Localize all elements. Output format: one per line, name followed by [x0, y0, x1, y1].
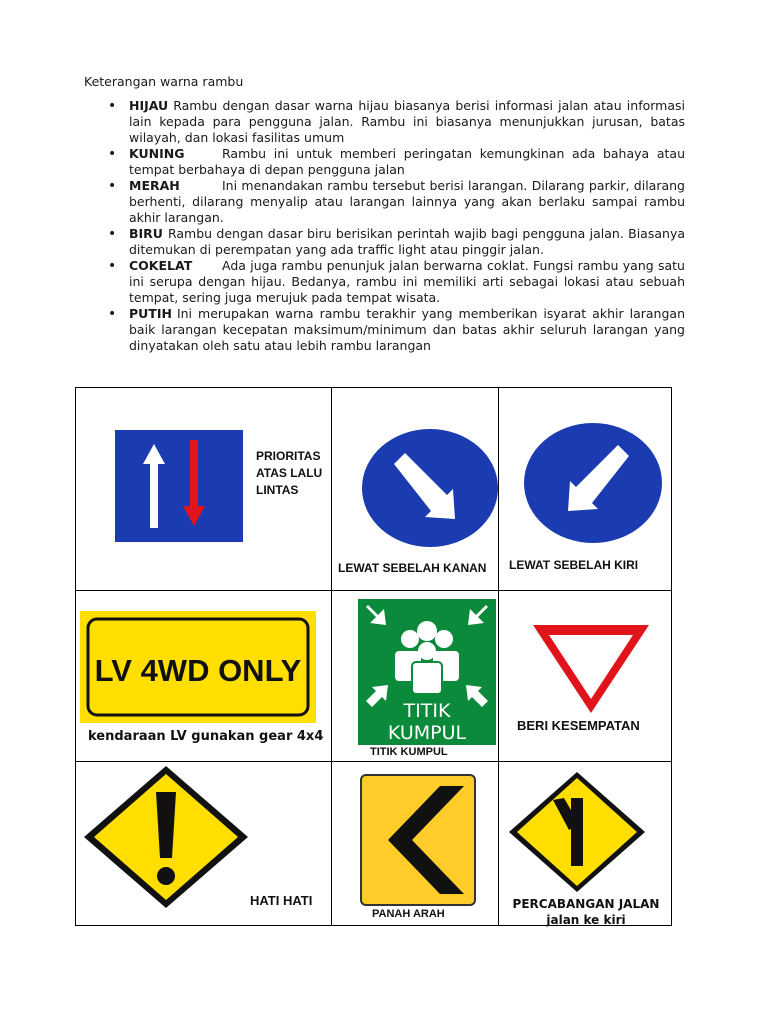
yield-sign-icon: [529, 621, 653, 717]
cell-caution: [76, 762, 332, 926]
legend-desc: Ini menandakan rambu tersebut berisi larangan. Dilarang parkir, dilarang berhenti, dilarang menyalip atau larangan lainnya yang akan berlaku sampai rambu akhir larangan.: [129, 178, 685, 225]
caution-sign-icon: [82, 764, 250, 910]
legend-term: MERAH: [129, 178, 180, 193]
legend-term: BIRU: [129, 226, 163, 241]
legend-desc: Ini merupakan warna rambu terakhir yang memberikan isyarat akhir larangan baik larangan kecepatan maksimum/minimum dan batas akhir seluruh larangan yang dinyatakan oleh satu atau lebih rambu larangan: [129, 306, 685, 353]
legend-term: HIJAU: [129, 98, 169, 113]
chevron-label: PANAH ARAH: [372, 908, 445, 920]
keep-left-sign-icon: [523, 422, 663, 544]
cell-keep-left: [499, 388, 672, 591]
junction-sign-icon: [507, 770, 647, 894]
fork-label-line2: jalan ke kiri: [546, 913, 626, 927]
lv4wd-sign-text: LV 4WD ONLY: [94, 653, 302, 688]
legend-item-biru: [108, 226, 685, 258]
cell-chevron: [332, 762, 499, 926]
fork-label: [503, 896, 669, 928]
legend-term: KUNING: [129, 146, 185, 161]
legend-desc: Ada juga rambu penunjuk jalan berwarna coklat. Fungsi rambu yang satu ini serupa dengan hijau. Bedanya, rambu ini memiliki arti sebagai lokasi atau sebuah tempat, sering juga merujuk pada tempat wisata.: [129, 258, 685, 305]
caution-label: HATI HATI: [250, 893, 313, 908]
legend-item-hijau: [108, 98, 685, 146]
sign-table: [75, 387, 672, 926]
keep-right-label: LEWAT SEBELAH KANAN: [338, 561, 487, 575]
assembly-label: TITIK KUMPUL: [370, 746, 448, 758]
chevron-sign-icon: [360, 774, 476, 906]
cell-lv4wd: [76, 591, 332, 762]
cell-assembly: [332, 591, 499, 762]
legend-term: PUTIH: [129, 306, 172, 321]
assembly-sign-line1: TITIK: [403, 700, 451, 722]
legend-desc: Rambu ini untuk memberi peringatan kemungkinan ada bahaya atau tempat berbahaya di depan pengguna jalan: [129, 146, 685, 177]
legend-item-merah: [108, 178, 685, 226]
fork-label-line1: PERCABANGAN JALAN: [512, 897, 660, 911]
legend-item-kuning: [108, 146, 685, 178]
priority-sign-icon: [115, 430, 243, 542]
cell-fork: [499, 762, 672, 926]
yield-label: BERI KESEMPATAN: [517, 718, 640, 733]
assembly-sign-line2: KUMPUL: [387, 722, 467, 744]
assembly-point-sign-icon: [358, 599, 496, 745]
cell-yield: [499, 591, 672, 762]
keep-left-label: LEWAT SEBELAH KIRI: [509, 558, 639, 572]
keep-right-sign-icon: [360, 428, 500, 548]
priority-label: PRIORITAS ATAS LALU LINTAS: [256, 449, 323, 497]
legend-term: COKELAT: [129, 258, 193, 273]
cell-keep-right: [332, 388, 499, 591]
legend-heading: Keterangan warna rambu: [84, 74, 244, 89]
color-legend-list: [108, 98, 685, 354]
legend-item-cokelat: [108, 258, 685, 306]
legend-desc: Rambu dengan dasar biru berisikan perintah wajib bagi pengguna jalan. Biasanya ditemukan di perempatan yang ada traffic light atau pinggir jalan.: [129, 226, 685, 257]
lv4wd-sign-icon: [80, 611, 316, 723]
lv4wd-label: kendaraan LV gunakan gear 4x4: [88, 729, 324, 744]
legend-item-putih: [108, 306, 685, 354]
legend-desc: Rambu dengan dasar warna hijau biasanya berisi informasi jalan atau informasi lain kepada para pengguna jalan. Rambu ini biasanya menunjukkan jurusan, batas wilayah, dan lokasi fasilitas umum: [129, 98, 685, 145]
cell-priority: [76, 388, 332, 591]
